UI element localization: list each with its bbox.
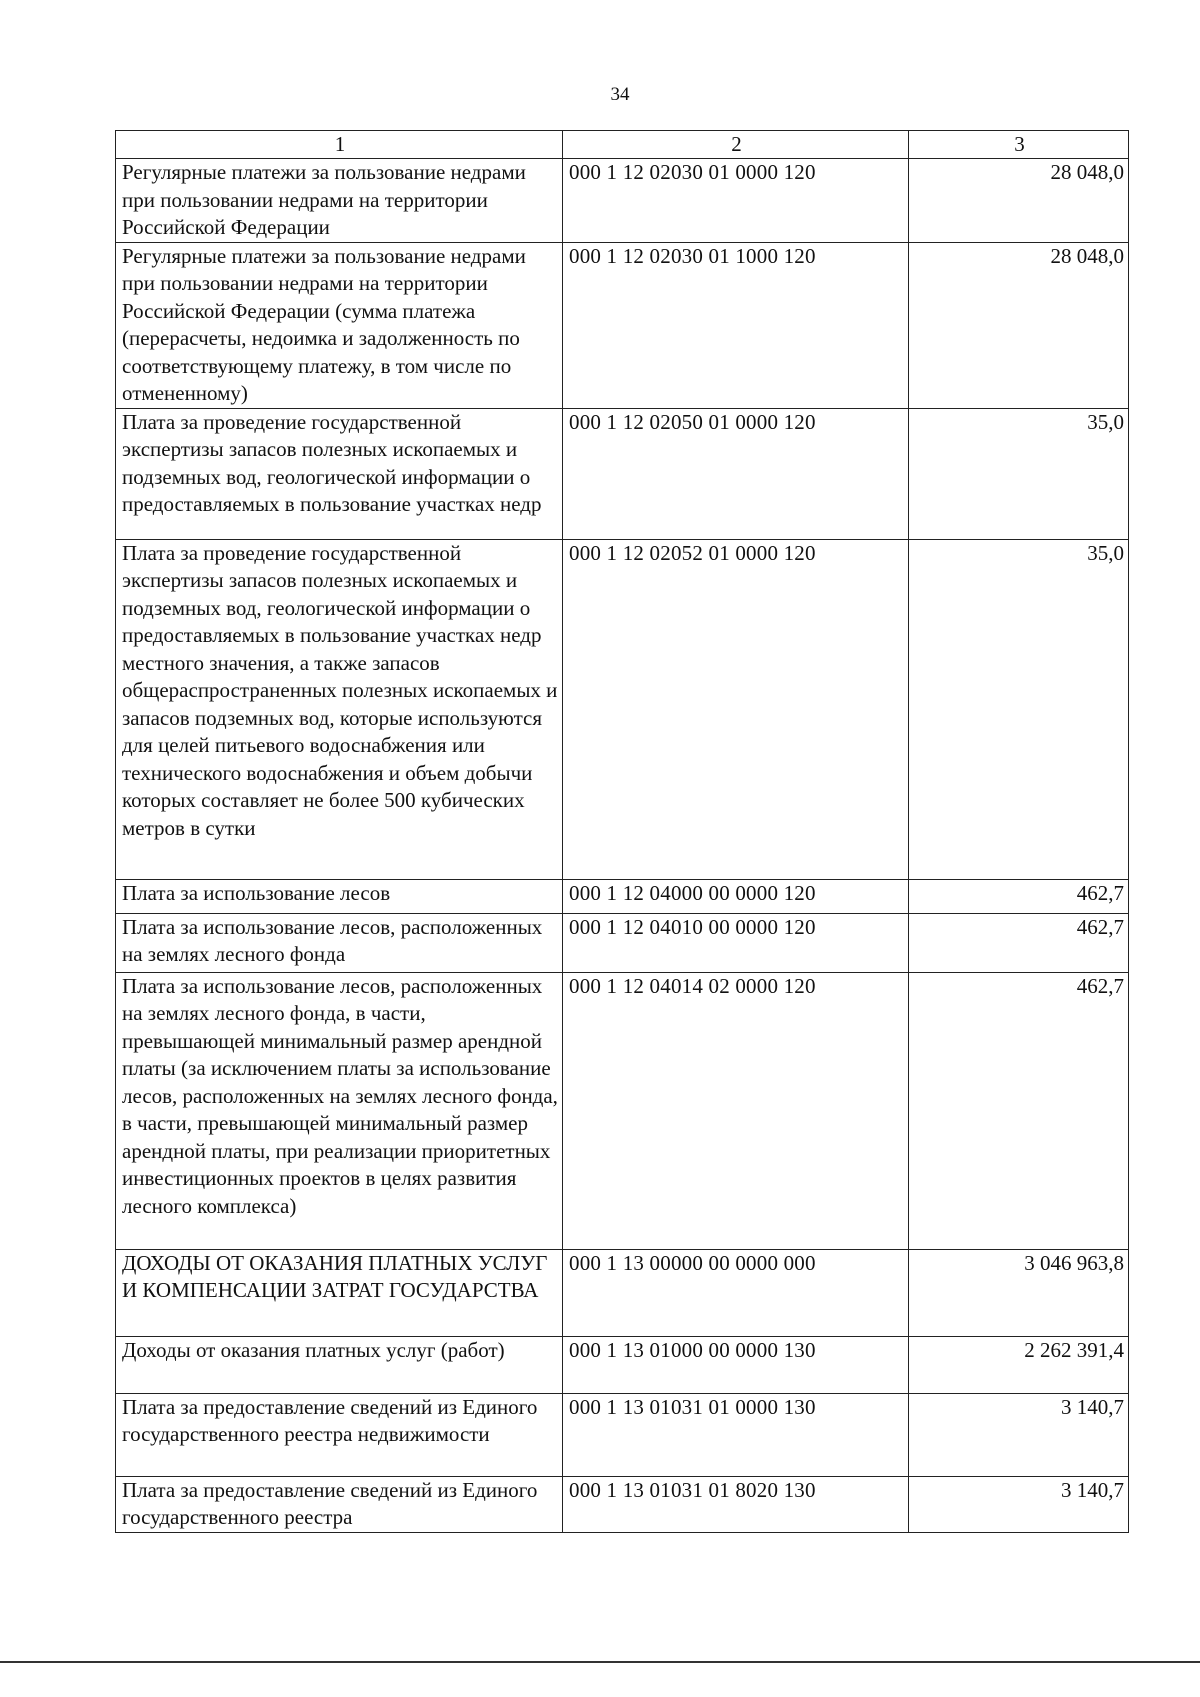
table-row bbox=[116, 159, 1129, 243]
table-row bbox=[116, 1476, 1129, 1532]
row-name: Регулярные платежи за пользование недрами при пользовании недрами на территории Российской Федерации bbox=[116, 159, 563, 243]
row-name: Доходы от оказания платных услуг (работ) bbox=[116, 1336, 563, 1393]
column-header-3: 3 bbox=[909, 131, 1129, 159]
row-amount: 462,7 bbox=[909, 972, 1129, 1249]
revenue-table bbox=[115, 130, 1129, 1533]
column-header-1: 1 bbox=[116, 131, 563, 159]
row-code: 000 1 13 01000 00 0000 130 bbox=[563, 1336, 909, 1393]
row-name: Плата за использование лесов, расположенных на землях лесного фонда, в части, превышающей минимальный размер арендной платы (за исключением платы за использование лесов, расположенных на землях лесного фонда, в части, превышающей минимальный размер арендной платы, при реализации приоритетных инвестиционных проектов в целях развития лесного комплекса) bbox=[116, 972, 563, 1249]
table-row bbox=[116, 879, 1129, 913]
row-code: 000 1 13 00000 00 0000 000 bbox=[563, 1249, 909, 1336]
table-row bbox=[116, 408, 1129, 539]
row-amount: 28 048,0 bbox=[909, 159, 1129, 243]
row-code: 000 1 12 02030 01 0000 120 bbox=[563, 159, 909, 243]
row-name: Регулярные платежи за пользование недрами при пользовании недрами на территории Российской Федерации (сумма платежа (перерасчеты, недоимка и задолженность по соответствующему платежу, в том числе по отмененному) bbox=[116, 242, 563, 408]
page-number: 34 bbox=[610, 84, 630, 105]
row-name: Плата за предоставление сведений из Единого государственного реестра bbox=[116, 1476, 563, 1532]
row-code: 000 1 12 04010 00 0000 120 bbox=[563, 913, 909, 972]
table-row bbox=[116, 913, 1129, 972]
table-row bbox=[116, 1249, 1129, 1336]
row-amount: 35,0 bbox=[909, 408, 1129, 539]
row-name: ДОХОДЫ ОТ ОКАЗАНИЯ ПЛАТНЫХ УСЛУГ И КОМПЕНСАЦИИ ЗАТРАТ ГОСУДАРСТВА bbox=[116, 1249, 563, 1336]
table-row bbox=[116, 1393, 1129, 1476]
row-code: 000 1 12 04014 02 0000 120 bbox=[563, 972, 909, 1249]
row-amount: 35,0 bbox=[909, 539, 1129, 879]
row-amount: 28 048,0 bbox=[909, 242, 1129, 408]
row-name: Плата за предоставление сведений из Единого государственного реестра недвижимости bbox=[116, 1393, 563, 1476]
table-row bbox=[116, 972, 1129, 1249]
row-code: 000 1 13 01031 01 0000 130 bbox=[563, 1393, 909, 1476]
column-header-2: 2 bbox=[563, 131, 909, 159]
row-code: 000 1 12 04000 00 0000 120 bbox=[563, 879, 909, 913]
row-name: Плата за проведение государственной экспертизы запасов полезных ископаемых и подземных вод, геологической информации о предоставляемых в пользование участках недр bbox=[116, 408, 563, 539]
row-amount: 3 046 963,8 bbox=[909, 1249, 1129, 1336]
row-amount: 3 140,7 bbox=[909, 1476, 1129, 1532]
row-name: Плата за проведение государственной экспертизы запасов полезных ископаемых и подземных вод, геологической информации о предоставляемых в пользование участках недр местного значения, а также запасов общераспространенных полезных ископаемых и запасов подземных вод, которые используются для целей питьевого водоснабжения или технического водоснабжения и объем добычи которых составляет не более 500 кубических метров в сутки bbox=[116, 539, 563, 879]
row-name: Плата за использование лесов bbox=[116, 879, 563, 913]
table-row bbox=[116, 539, 1129, 879]
table-header-row bbox=[116, 131, 1129, 159]
row-code: 000 1 12 02052 01 0000 120 bbox=[563, 539, 909, 879]
row-name: Плата за использование лесов, расположенных на землях лесного фонда bbox=[116, 913, 563, 972]
row-code: 000 1 12 02050 01 0000 120 bbox=[563, 408, 909, 539]
row-code: 000 1 13 01031 01 8020 130 bbox=[563, 1476, 909, 1532]
row-amount: 2 262 391,4 bbox=[909, 1336, 1129, 1393]
row-amount: 462,7 bbox=[909, 879, 1129, 913]
table-row bbox=[116, 242, 1129, 408]
page-bottom-divider bbox=[0, 1661, 1200, 1663]
row-amount: 3 140,7 bbox=[909, 1393, 1129, 1476]
row-code: 000 1 12 02030 01 1000 120 bbox=[563, 242, 909, 408]
row-amount: 462,7 bbox=[909, 913, 1129, 972]
table-row bbox=[116, 1336, 1129, 1393]
